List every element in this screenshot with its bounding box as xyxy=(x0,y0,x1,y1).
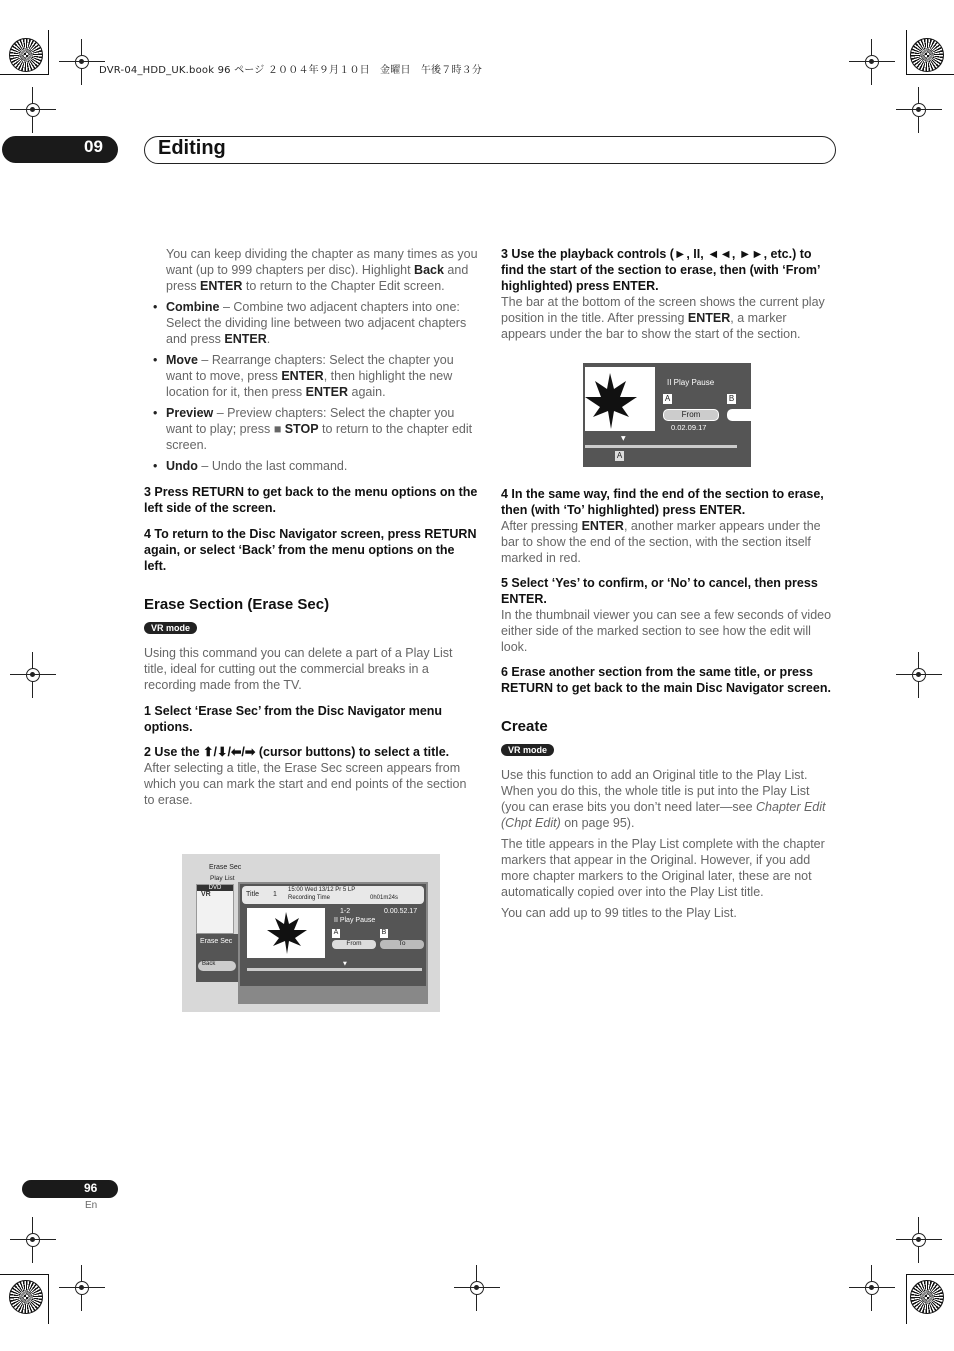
crop-line xyxy=(906,74,954,75)
registration-sunburst-bottom-left xyxy=(9,1280,43,1314)
section-heading-create: Create xyxy=(501,718,548,735)
maple-leaf-image xyxy=(585,367,655,431)
thumbnail-viewer xyxy=(247,908,325,958)
play-position: 0.00.52.17 xyxy=(384,908,418,915)
page-language: En xyxy=(85,1200,98,1211)
thumbnail-viewer xyxy=(585,367,655,431)
progress-bar xyxy=(585,445,737,448)
disc-icon: DVD VR xyxy=(196,884,234,934)
start-marker: A xyxy=(616,451,623,460)
crosshair-mark xyxy=(67,1273,97,1303)
crosshair-mark xyxy=(904,1225,934,1255)
crosshair-mark xyxy=(904,660,934,690)
registration-sunburst-top-right xyxy=(910,38,944,72)
page-number-tab xyxy=(22,1180,118,1198)
option-list xyxy=(144,299,478,474)
position-pointer-icon: ▼ xyxy=(621,435,626,442)
step-4-heading-right: 4 In the same way, find the end of the section to erase, then (with ‘To’ highlighted) press ENTER. xyxy=(501,487,824,517)
marker-b-box: B xyxy=(381,929,387,936)
marked-position: 0.02.09.17 xyxy=(671,423,707,432)
create-paragraph-3: You can add up to 99 titles to the Play List. xyxy=(501,906,737,920)
vr-mode-badge: VR mode xyxy=(144,622,197,634)
play-state: II Play Pause xyxy=(334,917,376,924)
marker-a-box: A xyxy=(333,929,339,936)
registration-sunburst-bottom-right xyxy=(910,1280,944,1314)
vr-mode-badge: VR mode xyxy=(501,744,554,756)
erase-sec-description: Using this command you can delete a part of a Play List title, ideal for cutting out the commercial breaks in a recording made from the TV. xyxy=(144,646,453,692)
menu-title: Erase Sec xyxy=(209,864,242,871)
right-column xyxy=(501,246,835,342)
list-item: • Move – Rearrange chapters: Select the chapter you want to move, press ENTER, then highlight the new location for it, then press ENTER again. xyxy=(144,352,478,400)
title-number: 1 xyxy=(273,891,277,898)
from-button[interactable]: From xyxy=(663,409,719,421)
crop-line xyxy=(0,74,48,75)
page-title: Editing xyxy=(158,137,226,159)
crosshair-mark xyxy=(18,1225,48,1255)
crop-line xyxy=(906,30,907,75)
erase-step-2-body: After selecting a title, the Erase Sec screen appears from which you can mark the start and end points of the section to erase. xyxy=(144,761,467,807)
intro-paragraph: You can keep dividing the chapter as many times as you want (up to 999 chapters per disc). Highlight Back and press ENTER to return to the Chapter Edit screen. xyxy=(166,247,478,293)
step-3-heading: 3 Press RETURN to get back to the menu options on the left side of the screen. xyxy=(144,485,478,515)
step-5-heading: 5 Select ‘Yes’ to confirm, or ‘No’ to cancel, then press ENTER. xyxy=(501,576,818,606)
marker-b-box: B xyxy=(728,394,735,403)
from-button[interactable]: From xyxy=(332,940,376,949)
crop-line xyxy=(48,30,49,75)
right-column-continued xyxy=(501,486,835,921)
recording-time-label: Recording Time xyxy=(288,895,331,901)
back-button[interactable]: Back xyxy=(198,961,236,971)
book-info-slug: DVR-04_HDD_UK.book 96 ページ ２００４年９月１０日 金曜日 午後７時３分 xyxy=(99,65,483,76)
title-label: Title xyxy=(246,891,259,898)
crosshair-mark xyxy=(904,95,934,125)
step-5-body: In the thumbnail viewer you can see a few seconds of video either side of the marked section to see how the edit will look. xyxy=(501,608,832,654)
crosshair-mark xyxy=(18,95,48,125)
header-bar xyxy=(144,136,836,164)
list-item: • Preview – Preview chapters: Select the chapter you want to play; press ■ STOP to return to the chapter edit screen. xyxy=(144,405,478,453)
menu-item-erase-sec[interactable]: Erase Sec xyxy=(200,938,233,945)
left-column xyxy=(144,246,478,808)
step-3-body: The bar at the bottom of the screen shows the current play position in the title. After pressing ENTER, a marker appears under the bar to show the start of the section. xyxy=(501,295,825,341)
erase-step-1: 1 Select ‘Erase Sec’ from the Disc Navigator menu options. xyxy=(144,704,443,734)
erase-sec-screenshot xyxy=(182,854,440,1012)
from-marker-screenshot xyxy=(583,363,751,467)
tab-play-list: Play List xyxy=(210,875,235,882)
create-paragraph-1: Use this function to add an Original title to the Play List. When you do this, the whole title is put into the Play List (you can erase bits you don’t need later—see Chapter Edit (Chpt Edit) on page 95). xyxy=(501,768,826,830)
to-button[interactable] xyxy=(727,409,751,421)
crop-line xyxy=(906,1274,907,1324)
page-number: 96 xyxy=(84,1181,98,1195)
crosshair-mark xyxy=(462,1273,492,1303)
crosshair-mark xyxy=(857,47,887,77)
progress-bar xyxy=(247,968,422,971)
position-pointer-icon: ▼ xyxy=(343,961,347,967)
recording-time: 0h01m24s xyxy=(370,895,399,901)
marker-a-box: A xyxy=(664,394,671,403)
crosshair-mark xyxy=(857,1273,887,1303)
recording-info: 15:00 Wed 13/12 Pr 5 LP xyxy=(288,887,356,893)
crop-line xyxy=(48,1274,49,1324)
crop-line xyxy=(906,1274,954,1275)
list-item: • Combine – Combine two adjacent chapters into one: Select the dividing line between two adjacent chapters and press ENTER. xyxy=(144,299,478,347)
to-button[interactable]: To xyxy=(380,940,424,949)
erase-step-2: 2 Use the ⬆/⬇/⬅/➡ (cursor buttons) to select a title. xyxy=(144,745,450,759)
list-item: • Undo – Undo the last command. xyxy=(144,458,478,474)
footer-bar xyxy=(238,986,428,1002)
step-3-heading-right: 3 Use the playback controls (►, II, ◄◄, ►►, etc.) to find the start of the section to erase, then (with ‘From’ highlighted) press ENTER. xyxy=(501,247,820,293)
crop-line xyxy=(0,1274,48,1275)
step-6-heading: 6 Erase another section from the same title, or press RETURN to get back to the main Disc Navigator screen. xyxy=(501,665,831,695)
crosshair-mark xyxy=(18,660,48,690)
chapter-indicator: 1-2 xyxy=(340,908,351,915)
step-4-body: After pressing ENTER, another marker appears under the bar to show the end of the section, with the section itself marked in red. xyxy=(501,519,821,565)
create-paragraph-2: The title appears in the Play List complete with the chapter markers that appear in the Original. However, if you add more chapter markers to the Original later, these are not automatically copied over into the Play List title. xyxy=(501,837,825,899)
step-4-heading: 4 To return to the Disc Navigator screen, press RETURN again, or select ‘Back’ from the menu options on the left. xyxy=(144,527,477,573)
crosshair-mark xyxy=(67,47,97,77)
maple-leaf-image xyxy=(247,908,325,958)
play-state: II Play Pause xyxy=(667,378,715,387)
section-heading-erase-sec: Erase Section (Erase Sec) xyxy=(144,596,330,613)
chapter-number: 09 xyxy=(84,137,103,156)
registration-sunburst-top-left xyxy=(9,38,43,72)
